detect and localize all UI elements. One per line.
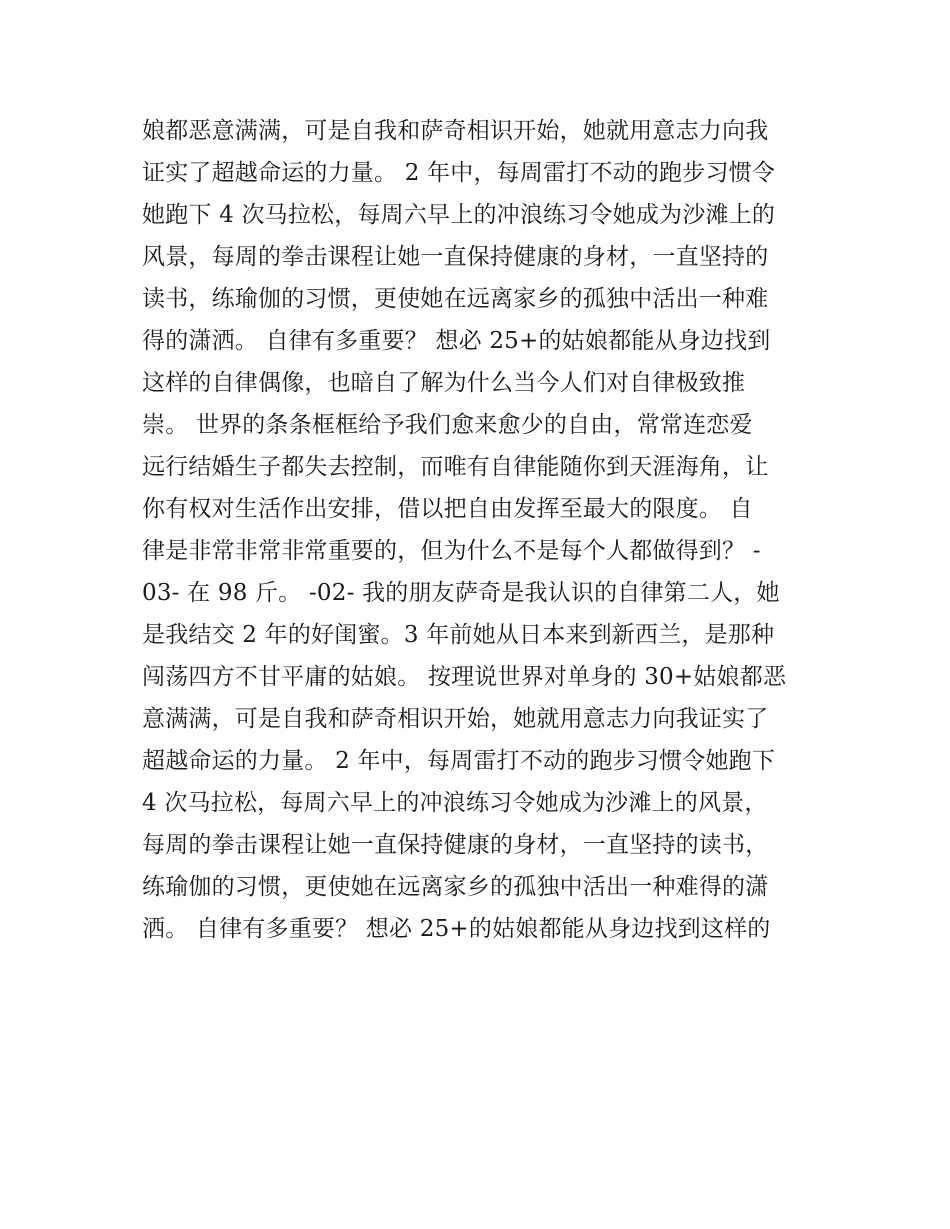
body-text [142,110,822,950]
text-line: 她跑下 4 次马拉松，每周六早上的冲浪练习令她成为沙滩上的 [142,202,776,228]
text-line: 03- 在 98 斤。 -02- 我的朋友萨奇是我认识的自律第二人，她 [142,580,780,606]
text-line: 崇。 世界的条条框框给予我们愈来愈少的自由，常常连恋爱 [142,412,753,438]
text-line: 这样的自律偶像，也暗自了解为什么当今人们对自律极致推 [142,370,746,396]
text-line: 得的潇洒。 自律有多重要？ 想必 25+的姑娘都能从身边找到 [142,328,771,354]
text-line: 洒。 自律有多重要？ 想必 25+的姑娘都能从身边找到这样的 [142,916,771,942]
text-line: 远行结婚生子都失去控制，而唯有自律能随你到天涯海角，让 [142,454,769,480]
text-line: 每周的拳击课程让她一直保持健康的身材，一直坚持的读书， [142,832,769,858]
text-line: 风景，每周的拳击课程让她一直保持健康的身材，一直坚持的 [142,244,769,270]
text-line: 练瑜伽的习惯，更使她在远离家乡的孤独中活出一种难得的潇 [142,874,769,900]
text-line: 超越命运的力量。 2 年中，每周雷打不动的跑步习惯令她跑下 [142,748,776,774]
text-line: 你有权对生活作出安排，借以把自由发挥至最大的限度。 自 [142,496,753,522]
text-line: 律是非常非常非常重要的，但为什么不是每个人都做得到？ - [142,538,761,564]
text-line: 娘都恶意满满，可是自我和萨奇相识开始，她就用意志力向我 [142,118,769,144]
text-line: 4 次马拉松，每周六早上的冲浪练习令她成为沙滩上的风景， [142,790,768,816]
text-line: 是我结交 2 年的好闺蜜。3 年前她从日本来到新西兰，是那种 [142,622,775,648]
text-line: 证实了超越命运的力量。 2 年中，每周雷打不动的跑步习惯令 [142,160,776,186]
text-line: 意满满，可是自我和萨奇相识开始，她就用意志力向我证实了 [142,706,769,732]
text-line: 读书，练瑜伽的习惯，更使她在远离家乡的孤独中活出一种难 [142,286,769,312]
text-line: 闯荡四方不甘平庸的姑娘。 按理说世界对单身的 30+姑娘都恶 [142,664,787,690]
